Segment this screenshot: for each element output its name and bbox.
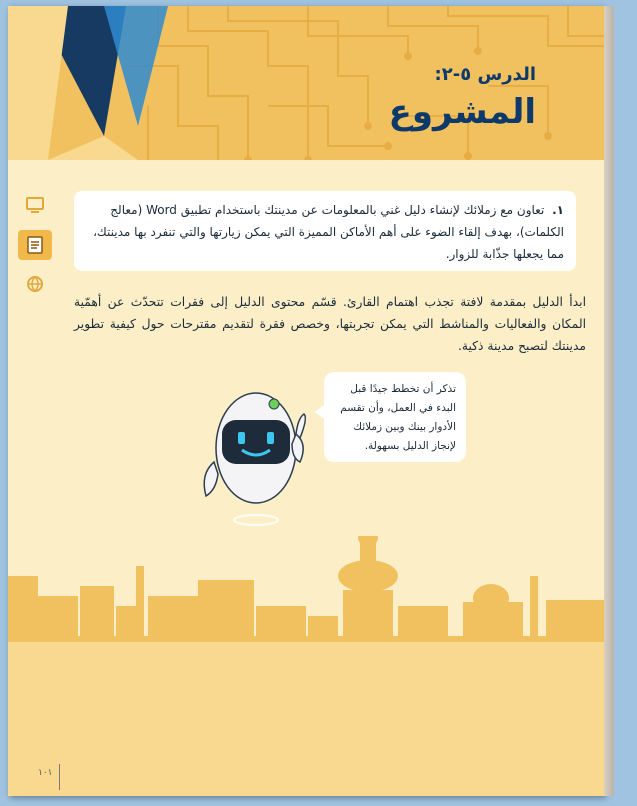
side-icons	[18, 194, 52, 308]
robot-illustration	[196, 378, 316, 528]
city-skyline	[8, 536, 604, 646]
bottom-band	[8, 642, 604, 796]
page-number: ١٠١	[38, 764, 60, 790]
intro-paragraph: ابدأ الدليل بمقدمة لافتة تجذب اهتمام القارئ. قسّم محتوى الدليل إلى فقرات تتحدّث عن أهمّية المكان والفعاليات والمناشط التي يمكن تجربتها، وخصص فقرة لتقديم مقترحات حول كيفية تطوير مدينتك لتصبح مدينة ذكية.	[74, 295, 586, 353]
book-page	[8, 6, 604, 796]
document-icon[interactable]	[18, 230, 52, 260]
task-number: ١.	[552, 203, 564, 217]
computer-icon[interactable]	[22, 194, 48, 218]
task-text: تعاون مع زملائك لإنشاء دليل غني بالمعلومات عن مدينتك باستخدام تطبيق Word (معالج الكلمات)، بهدف إلقاء الضوء على أهم الأماكن المميزة التي يمكن زيارتها والتي تنفرد بها مدينتك، مما يجعلها جذّابة للزوار.	[93, 203, 564, 261]
globe-icon[interactable]	[22, 272, 48, 296]
lesson-header	[8, 6, 604, 160]
robot-speech-bubble: تذكر أن تخطط جيدًا قبل البدء في العمل، وأن تقسم الأدوار بينك وبين زملائك لإنجاز الدليل بسهولة.	[324, 372, 466, 462]
lesson-title: المشروع	[388, 92, 536, 132]
task-card	[74, 191, 576, 271]
page-edge	[604, 6, 614, 796]
lesson-label: الدرس ٥-٢:	[434, 64, 536, 85]
